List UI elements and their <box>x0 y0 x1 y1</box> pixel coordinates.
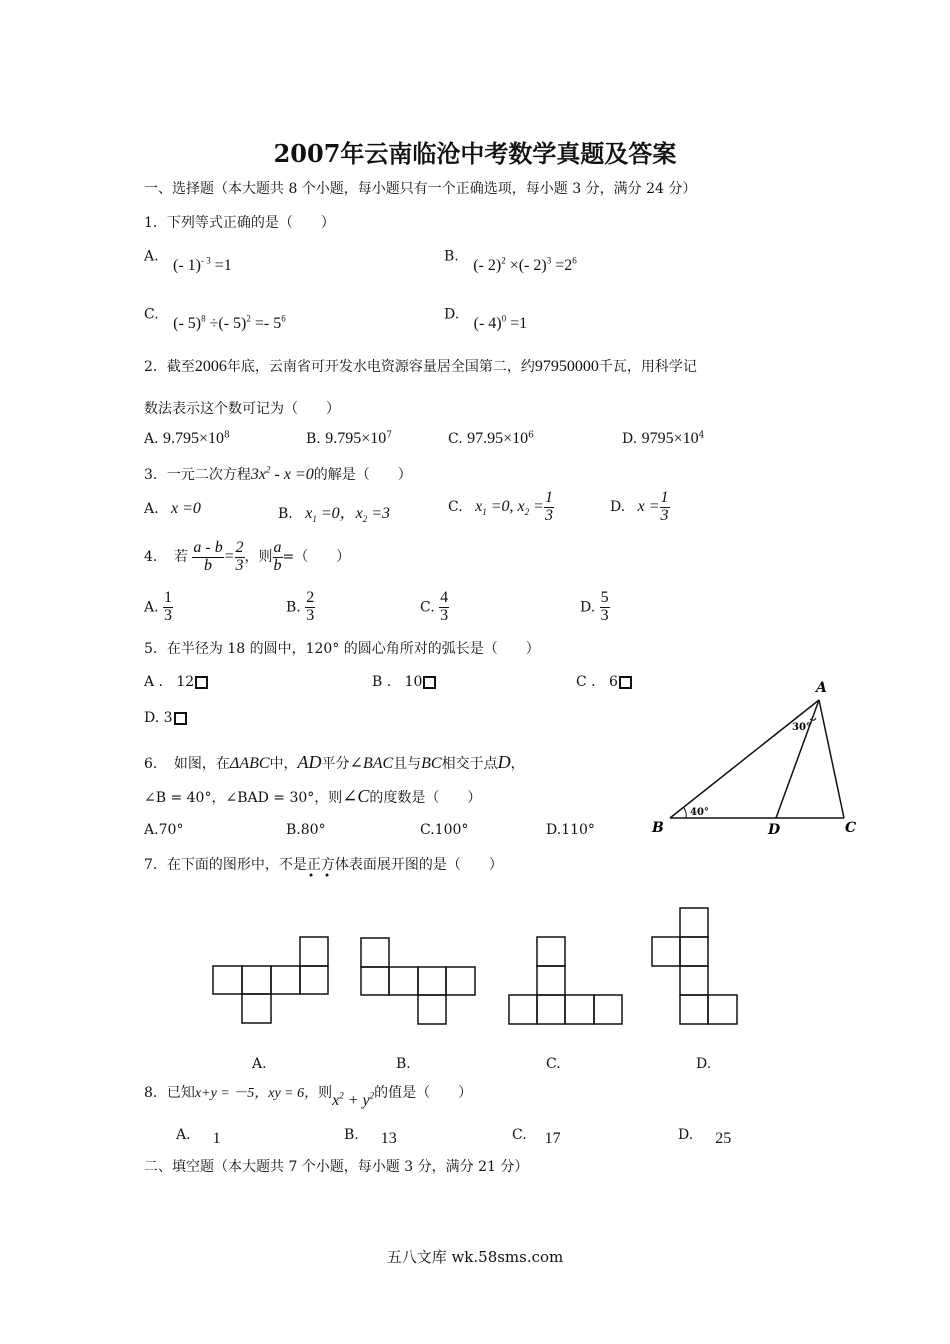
q8-option-c: C. 17 <box>512 1127 561 1147</box>
vertex-b-label: B <box>652 820 664 836</box>
q6-stem-line1: 6． 如图，在ΔABC中，AD平分∠BAC且与BC相交于点D， <box>144 752 525 772</box>
side-ab <box>670 700 819 818</box>
q6-option-a: A.70° <box>144 822 184 838</box>
q7-label-c: C. <box>546 1056 561 1072</box>
q6-option-c: C.100° <box>420 822 469 838</box>
triangle-figure <box>640 672 870 842</box>
q2-option-b: B. $9.795\times 10^7$ <box>306 430 392 447</box>
q3-option-b: B. $x_1 =0$，$x_2 =3$ <box>278 505 391 525</box>
q4-option-c: C. $\frac{4}{3}$ <box>420 589 449 624</box>
pi-placeholder-icon <box>619 676 632 689</box>
pi-placeholder-icon <box>195 676 208 689</box>
q3-option-d: D. x = $\frac{1}{3}$ <box>610 489 669 524</box>
q6-option-d: D.110° <box>546 822 595 838</box>
q1-option-b: B. (- 2)$^2$ ×(- $2)^3 =2^6$ <box>444 248 577 275</box>
q8-stem: 8．已知x+y = －5，xy = 6，则$x^2 + y^2$的值是（ ） <box>144 1085 473 1109</box>
q6-stem-line2: ∠B = 40°，∠BAD = 30°，则∠C的度数是（ ） <box>144 786 482 806</box>
angle-30-label: 30° <box>792 722 811 733</box>
q7-label-b: B. <box>396 1056 411 1072</box>
page-title: 2007年云南临沧中考数学真题及答案 <box>273 139 677 168</box>
q8-option-b: B. 13 <box>344 1127 397 1147</box>
q4-option-b: B. $\frac{2}{3}$ <box>286 589 315 624</box>
q3-option-a: A. x =0 <box>144 500 201 517</box>
net-d <box>652 908 737 1024</box>
q5-stem: 5．在半径为 18 的圆中，120° 的圆心角所对的弧长是（ ） <box>144 641 540 657</box>
q4-stem: 4． 若 $\frac{a - b}{b}$ = $\frac{2}{3}$ ，则 $\frac{a}{b}$ =（ ） <box>144 539 351 574</box>
q2-option-c: C. $97.95\times 10^6$ <box>448 430 534 447</box>
q1-option-d: D. (- 4)$^0$ =1 <box>444 306 528 333</box>
q7-stem: 7．在下面的图形中，不是正方体表面展开图的是（ ） <box>144 857 503 873</box>
q2-option-d: D. $9795\times 10^4$ <box>622 430 705 447</box>
q1-option-a: A. (- 1)$^{- 3}$ =1 <box>144 248 232 275</box>
q3-option-c: C. $x_1 =0$, $x_2$ = $\frac{1}{3}$ <box>448 489 553 524</box>
emphasis-dots <box>308 872 338 880</box>
q5-option-c: C . 6 <box>576 674 632 690</box>
vertex-a-label: A <box>816 680 827 696</box>
angle-40-label: 40° <box>690 807 709 818</box>
angle-b-arc <box>684 808 686 818</box>
side-ac <box>819 700 844 818</box>
footer-watermark: 五八文库 wk.58sms.com <box>386 1248 564 1266</box>
q8-option-d: D. 25 <box>678 1127 732 1147</box>
q7-label-a: A. <box>252 1056 267 1072</box>
vertex-c-label: C <box>845 820 857 836</box>
q8-option-a: A. 1 <box>176 1127 221 1147</box>
q5-option-b: B . 10 <box>372 674 436 690</box>
q7-label-d: D. <box>696 1056 712 1072</box>
q4-option-d: D. $\frac{5}{3}$ <box>580 589 609 624</box>
net-c <box>509 937 622 1024</box>
pi-placeholder-icon <box>423 676 436 689</box>
pi-placeholder-icon <box>174 712 187 725</box>
q6-option-b: B.80° <box>286 822 326 838</box>
cube-nets-figure <box>200 900 760 1030</box>
q4-option-a: A. $\frac{1}{3}$ <box>144 589 173 624</box>
q5-option-a: A . 12 <box>144 674 208 690</box>
q3-stem: 3．一元二次方程$3x^2 - x =0$的解是（ ） <box>144 464 412 483</box>
vertex-d-label: D <box>768 822 781 838</box>
q5-option-d: D. 3 <box>144 710 187 726</box>
q1-option-c: C. (- 5)$^8$ ÷(- $5)^2 =- 5^6$ <box>144 306 286 333</box>
net-b <box>361 938 475 1024</box>
q2-option-a: A. $9.795\times 10^8$ <box>144 430 230 447</box>
net-a <box>213 937 328 1023</box>
q1-stem: 1．下列等式正确的是（ ） <box>144 215 335 231</box>
q2-stem-line1: 2．截至2006年底，云南省可开发水电资源容量居全国第二，约97950000千瓦，用科学记 <box>144 358 697 375</box>
section-1-heading: 一、选择题（本大题共 8 个小题，每小题只有一个正确选项，每小题 3 分，满分 24 分） <box>144 181 697 197</box>
q2-stem-line2: 数法表示这个数可记为（ ） <box>144 401 340 417</box>
section-2-heading: 二、填空题（本大题共 7 个小题，每小题 3 分，满分 21 分） <box>144 1159 529 1175</box>
